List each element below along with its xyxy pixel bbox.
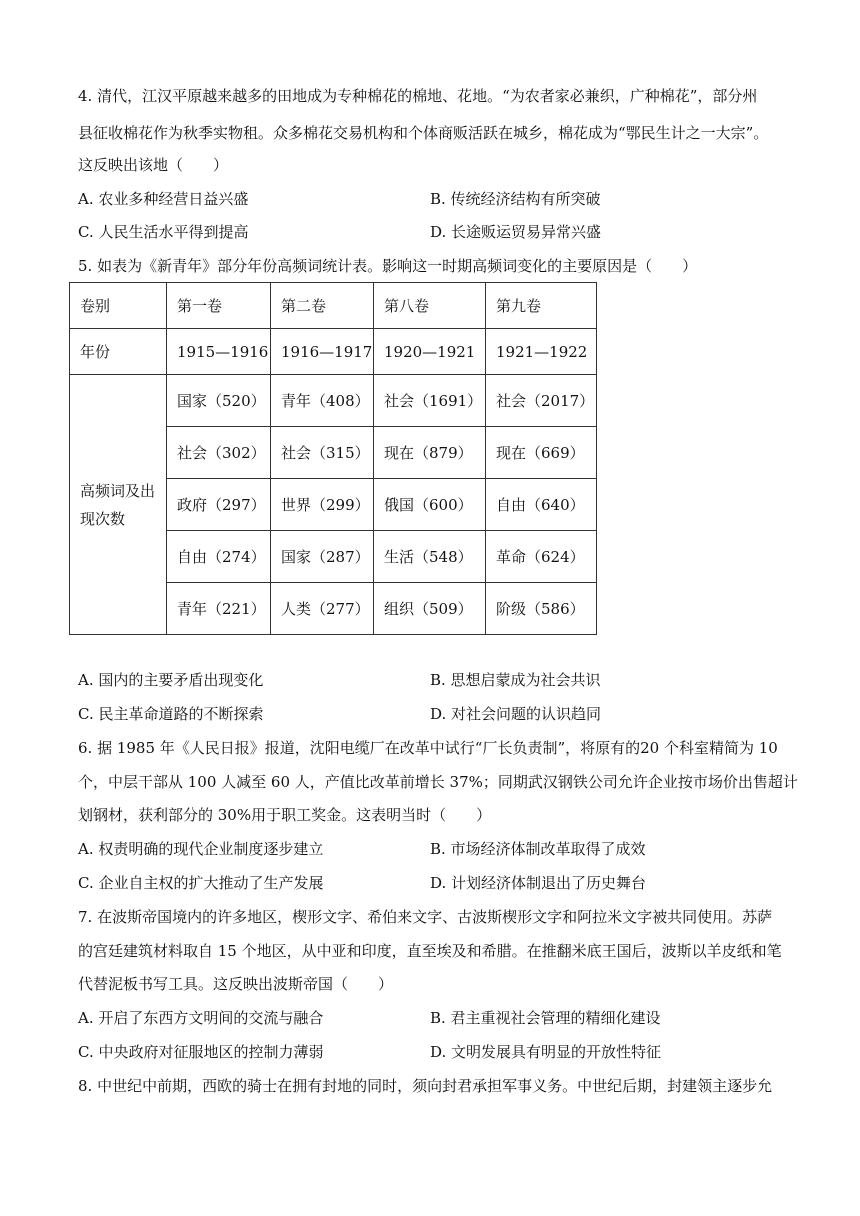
q6-stem-line-1: 6. 据 1985 年《人民日报》报道，沈阳电缆厂在改革中试行“厂长负责制”，将原有的20 个科室精简为 10	[78, 739, 778, 757]
q7-option-d[interactable]: D. 文明发展具有明显的开放性特征	[430, 1043, 662, 1061]
q5-option-c[interactable]: C. 民主革命道路的不断探索	[78, 705, 264, 723]
q4-option-c[interactable]: C. 人民生活水平得到提高	[78, 223, 249, 241]
table-cell: 革命（624）	[486, 531, 597, 583]
q4-option-d[interactable]: D. 长途贩运贸易异常兴盛	[430, 223, 602, 241]
table-header-cell: 第一卷	[167, 283, 271, 329]
table-cell: 1915—1916	[167, 329, 271, 375]
table-cell: 自由（274）	[167, 531, 271, 583]
q7-stem-line-1: 7. 在波斯帝国境内的许多地区，楔形文字、希伯来文字、古波斯楔形文字和阿拉米文字被共同使用。苏萨	[78, 908, 773, 926]
table-header-cell: 第二卷	[271, 283, 374, 329]
table-cell: 组织（509）	[374, 583, 486, 635]
table-cell: 1916—1917	[271, 329, 374, 375]
q4-stem-line-1: 4. 清代，江汉平原越来越多的田地成为专种棉花的棉地、花地。“为农者家必兼织，广种棉花”，部分州	[78, 87, 758, 105]
table-cell: 政府（297）	[167, 479, 271, 531]
table-cell: 世界（299）	[271, 479, 374, 531]
q6-option-a[interactable]: A. 权责明确的现代企业制度逐步建立	[78, 840, 324, 858]
q4-stem-line-3: 这反映出该地（ ）	[78, 156, 229, 174]
q8-stem-line-1: 8. 中世纪中前期，西欧的骑士在拥有封地的同时，须向封君承担军事义务。中世纪后期，封建领主逐步允	[78, 1077, 773, 1095]
q5-option-a[interactable]: A. 国内的主要矛盾出现变化	[78, 671, 264, 689]
q6-option-c[interactable]: C. 企业自主权的扩大推动了生产发展	[78, 874, 324, 892]
table-cell: 国家（287）	[271, 531, 374, 583]
q6-stem-line-3: 划钢材，获利部分的 30%用于职工奖金。这表明当时（ ）	[78, 806, 492, 824]
table-cell: 国家（520）	[167, 375, 271, 427]
table-header-cell: 第八卷	[374, 283, 486, 329]
q6-option-b[interactable]: B. 市场经济体制改革取得了成效	[430, 840, 646, 858]
table-cell: 生活（548）	[374, 531, 486, 583]
table-cell: 现在（879）	[374, 427, 486, 479]
word-frequency-table	[69, 282, 597, 635]
q5-option-b[interactable]: B. 思想启蒙成为社会共识	[430, 671, 601, 689]
q4-option-b[interactable]: B. 传统经济结构有所突破	[430, 190, 601, 208]
q7-stem-line-3: 代替泥板书写工具。这反映出波斯帝国（ ）	[78, 975, 394, 993]
table-cell: 青年（221）	[167, 583, 271, 635]
table-cell: 俄国（600）	[374, 479, 486, 531]
table-cell: 青年（408）	[271, 375, 374, 427]
table-cell: 1921—1922	[486, 329, 597, 375]
q5-option-d[interactable]: D. 对社会问题的认识趋同	[430, 705, 602, 723]
table-cell: 人类（277）	[271, 583, 374, 635]
table-row-label: 高频词及出现次数	[70, 375, 167, 635]
table-header-row	[70, 283, 597, 329]
table-cell: 社会（1691）	[374, 375, 486, 427]
q6-option-d[interactable]: D. 计划经济体制退出了历史舞台	[430, 874, 647, 892]
table-row	[70, 375, 597, 427]
table-year-row	[70, 329, 597, 375]
q7-stem-line-2: 的宫廷建筑材料取自 15 个地区，从中亚和印度，直至埃及和希腊。在推翻米底王国后，波斯以羊皮纸和笔	[78, 942, 782, 960]
table-cell: 自由（640）	[486, 479, 597, 531]
q7-option-c[interactable]: C. 中央政府对征服地区的控制力薄弱	[78, 1043, 324, 1061]
table-header-cell: 第九卷	[486, 283, 597, 329]
q5-stem-line-1: 5. 如表为《新青年》部分年份高频词统计表。影响这一时期高频词变化的主要原因是（ ）	[78, 257, 698, 275]
table-cell: 社会（315）	[271, 427, 374, 479]
q4-stem-line-2: 县征收棉花作为秋季实物租。众多棉花交易机构和个体商贩活跃在城乡，棉花成为“鄂民生计之一大宗”。	[78, 124, 769, 142]
table-cell: 1920—1921	[374, 329, 486, 375]
q7-option-b[interactable]: B. 君主重视社会管理的精细化建设	[430, 1009, 661, 1027]
q6-stem-line-2: 个，中层干部从 100 人减至 60 人，产值比改革前增长 37%；同期武汉钢铁公司允许企业按市场价出售超计	[78, 773, 798, 791]
table-cell: 现在（669）	[486, 427, 597, 479]
table-cell: 年份	[70, 329, 167, 375]
table-cell: 阶级（586）	[486, 583, 597, 635]
table-cell: 社会（302）	[167, 427, 271, 479]
q7-option-a[interactable]: A. 开启了东西方文明间的交流与融合	[78, 1009, 324, 1027]
table-cell: 社会（2017）	[486, 375, 597, 427]
table-header-cell: 卷别	[70, 283, 167, 329]
q4-option-a[interactable]: A. 农业多种经营日益兴盛	[78, 190, 249, 208]
